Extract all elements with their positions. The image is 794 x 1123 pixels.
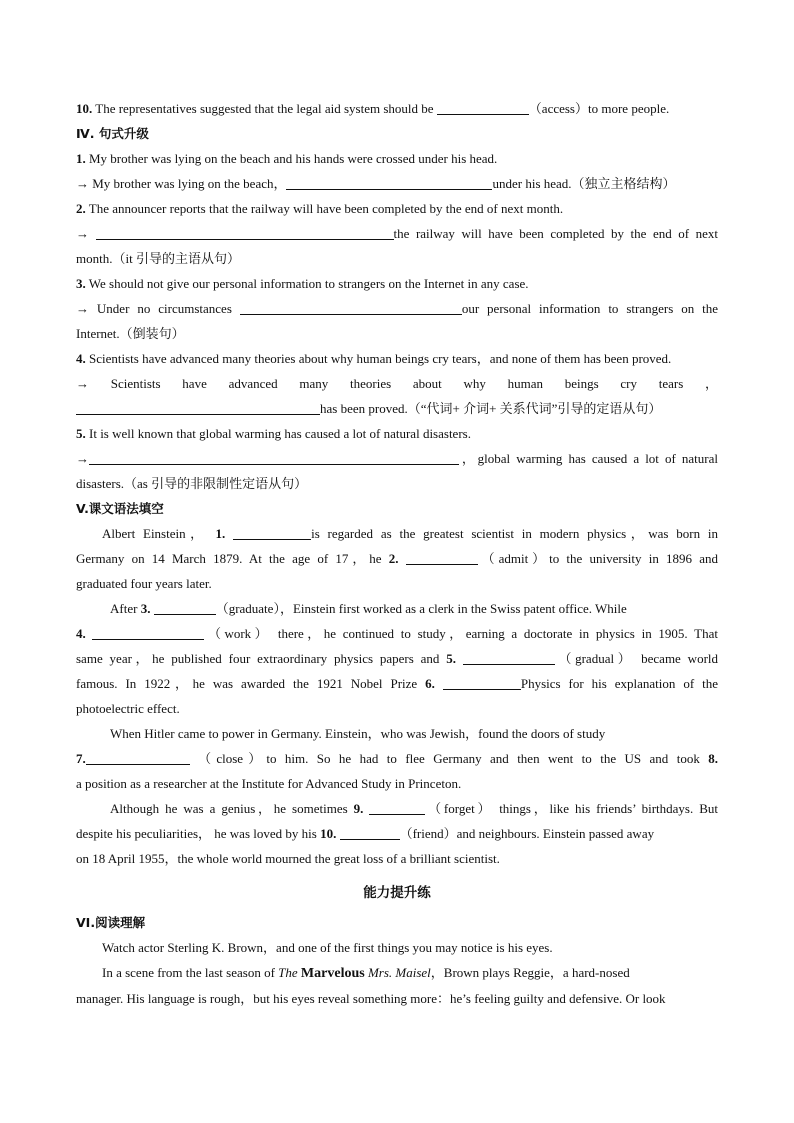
answer-blank[interactable]	[96, 225, 394, 240]
sentence-4-original: 4. Scientists have advanced many theories about why human beings cry tears，and none of them has been proved.	[76, 351, 672, 366]
answer-blank[interactable]	[240, 300, 462, 315]
sentence-4-rewrite: → Scientists have advanced many theories about why human beings cry tears ，	[76, 376, 718, 391]
answer-blank[interactable]	[443, 675, 521, 690]
answer-blank[interactable]	[286, 175, 492, 190]
answer-blank[interactable]	[86, 750, 190, 765]
answer-blank[interactable]	[154, 600, 216, 615]
reading-line: Watch actor Sterling K. Brown，and one of the first things you may notice is his eyes.	[102, 940, 553, 955]
sentence-5-original: 5. It is well known that global warming has caused a lot of natural disasters.	[76, 426, 471, 441]
sentence-2-cont: month.（it 引导的主语从句）	[76, 251, 240, 266]
sentence-3-rewrite: → Under no circumstances our personal information to strangers on the	[76, 301, 718, 316]
question-10: 10. The representatives suggested that the legal aid system should be （access）to more people.	[76, 101, 670, 116]
section-6-title: VI.阅读理解	[76, 915, 146, 930]
answer-blank[interactable]	[463, 650, 555, 665]
passage-line: After 3. （graduate），Einstein first worked as a clerk in the Swiss patent office. While	[110, 601, 627, 616]
reading-line: manager. His language is rough，but his eyes reveal something more：he’s feeling guilty and defensive. Or look	[76, 991, 666, 1006]
worksheet-page	[76, 96, 718, 1011]
sentence-3-original: 3. We should not give our personal information to strangers on the Internet in any case.	[76, 276, 529, 291]
sentence-5-rewrite: → ，global warming has caused a lot of natural	[76, 451, 718, 466]
answer-blank[interactable]	[406, 550, 478, 565]
sentence-3-cont: Internet.（倒装句）	[76, 326, 185, 341]
passage-line: 7. （close）to him. So he had to flee Germany and then went to the US and took 8.	[76, 751, 718, 766]
passage-line: on 18 April 1955，the whole world mourned the great loss of a brilliant scientist.	[76, 851, 500, 866]
sentence-5-cont: disasters.（as 引导的非限制性定语从句）	[76, 476, 308, 491]
passage-line: Although he was a genius，he sometimes 9. （forget） things，like his friends’ birthdays. But	[110, 801, 718, 816]
sentence-1-original: 1. My brother was lying on the beach and his hands were crossed under his head.	[76, 151, 498, 166]
passage-line: graduated four years later.	[76, 576, 212, 591]
answer-blank[interactable]	[92, 625, 204, 640]
passage-line: 4. （work） there，he continued to study，earning a doctorate in physics in 1905. That	[76, 626, 718, 641]
section-4-title: Ⅳ. 句式升级	[76, 126, 149, 141]
answer-blank[interactable]	[340, 825, 400, 840]
passage-line: despite his peculiarities， he was loved by his 10. （friend）and neighbours. Einstein passed away	[76, 826, 655, 841]
answer-blank[interactable]	[233, 525, 311, 540]
reading-line: In a scene from the last season of The Marvelous Mrs. Maisel，Brown plays Reggie，a hard-nosed	[102, 965, 630, 981]
passage-line: photoelectric effect.	[76, 701, 180, 716]
answer-blank[interactable]	[437, 100, 529, 115]
sentence-1-rewrite: → My brother was lying on the beach， under his head.（独立主格结构）	[76, 176, 676, 191]
sentence-4-cont: has been proved.（“代词+ 介词+ 关系代词”引导的定语从句）	[76, 396, 718, 421]
passage-line: same year，he published four extraordinary physics papers and 5. （gradual） became world	[76, 651, 718, 666]
section-5-title: V.课文语法填空	[76, 501, 164, 516]
passage-line: Albert Einstein， 1. is regarded as the greatest scientist in modern physics，was born in	[102, 526, 718, 541]
answer-blank[interactable]	[369, 800, 425, 815]
sentence-2-rewrite: → the railway will have been completed by the end of next	[76, 226, 718, 241]
answer-blank[interactable]	[76, 400, 320, 415]
passage-line: a position as a researcher at the Institute for Advanced Study in Princeton.	[76, 776, 462, 791]
passage-line: famous. In 1922，he was awarded the 1921 Nobel Prize 6. Physics for his explanation of the	[76, 676, 718, 691]
passage-line: Germany on 14 March 1879. At the age of 17，he 2. （admit）to the university in 1896 and	[76, 551, 718, 566]
answer-blank[interactable]	[89, 450, 459, 465]
passage-line: When Hitler came to power in Germany. Einstein，who was Jewish，found the doors of study	[110, 726, 606, 741]
part-heading: 能力提升练	[363, 885, 431, 901]
sentence-2-original: 2. The announcer reports that the railway will have been completed by the end of next month.	[76, 201, 564, 216]
